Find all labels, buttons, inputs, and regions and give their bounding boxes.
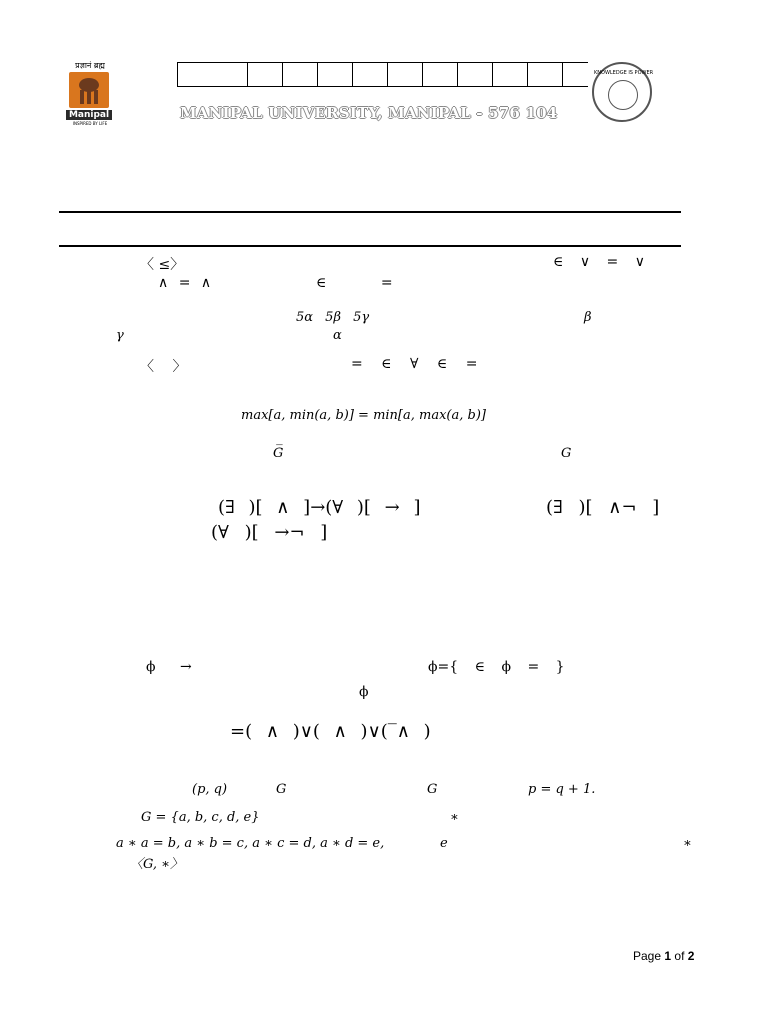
q4-graph-complement: G̅: [273, 446, 284, 461]
q8-operation-table: a ∗ a = b, a ∗ b = c, a ∗ c = d, a ∗ d = e,: [116, 836, 385, 851]
q6-boolean-expression: =( ∧ )∨( ∧ )∨(‾∧ ): [230, 721, 431, 742]
q2-line1-right: β: [584, 310, 592, 325]
reg-box[interactable]: [528, 63, 563, 86]
q7-condition: p = q + 1.: [528, 782, 596, 797]
page-prefix: Page: [633, 949, 662, 963]
q2-line1-left: 5α 5β 5γ: [296, 310, 370, 325]
q6-function: ϕ →: [146, 659, 192, 675]
reg-box[interactable]: [178, 63, 248, 86]
registration-number-boxes[interactable]: [177, 62, 588, 87]
q3-line1-left: 〈 〉: [140, 359, 187, 375]
q7-graph-order-size: (p, q): [192, 782, 228, 797]
page-number: [633, 949, 694, 963]
reg-box[interactable]: [283, 63, 318, 86]
reg-box[interactable]: [318, 63, 353, 86]
reg-box[interactable]: [563, 63, 588, 86]
reg-box[interactable]: [388, 63, 423, 86]
q7-graph-1: G: [276, 782, 287, 797]
reg-box[interactable]: [458, 63, 493, 86]
q2-line2-left: γ: [116, 328, 124, 343]
q1-line1-right: ∈ ∨ = ∨: [553, 254, 645, 270]
manipal-logo: [66, 60, 114, 126]
q8-element: e: [440, 836, 448, 851]
divider-top: [59, 211, 681, 213]
logo-name: Manipal: [66, 110, 112, 120]
page-current: 1: [664, 949, 672, 963]
logo-hindi-text: प्रज्ञानं ब्रह्म: [75, 61, 105, 70]
page-total: 2: [687, 949, 695, 963]
logo-mark: [69, 72, 109, 108]
q4-graph: G: [561, 446, 572, 461]
reg-box[interactable]: [423, 63, 458, 86]
page-of: of: [674, 949, 685, 963]
divider-bottom: [59, 245, 681, 247]
q3-line1-right: = ∈ ∀ ∈ =: [351, 356, 478, 372]
reg-box[interactable]: [493, 63, 528, 86]
q2-line2-right: α: [333, 328, 342, 343]
q8-set: G = {a, b, c, d, e}: [141, 810, 260, 825]
q1-line1-left: 〈 ≤〉: [140, 257, 185, 273]
q8-operation: ∗: [450, 810, 459, 825]
q1-line2-right: ∈ =: [316, 275, 393, 291]
q8-operation-2: ∗: [683, 836, 692, 851]
seal-motto: KNOWLEDGE IS POWER: [594, 70, 654, 76]
q6-phi: ϕ: [359, 684, 369, 700]
q5-logic-statement-2: (∃ )[ ∧¬ ]: [546, 497, 660, 518]
reg-box[interactable]: [353, 63, 388, 86]
q8-algebraic-structure: 〈G, ∗〉: [130, 857, 184, 872]
institute-seal: [592, 62, 652, 122]
q6-set-definition: ϕ={ ∈ ϕ = }: [428, 659, 565, 675]
q5-logic-statement-1: (∃ )[ ∧ ]→(∀ )[ → ]: [218, 497, 421, 518]
reg-box[interactable]: [248, 63, 283, 86]
q1-line2-left: ∧ = ∧: [158, 275, 212, 291]
q3-equation: max[a, min(a, b)] = min[a, max(a, b)]: [241, 408, 486, 423]
q7-graph-2: G: [427, 782, 438, 797]
logo-tagline: INSPIRED BY LIFE: [72, 121, 108, 126]
university-name: MANIPAL UNIVERSITY, MANIPAL - 576 104: [180, 104, 558, 122]
q5-logic-statement-3: (∀ )[ →¬ ]: [211, 522, 328, 543]
